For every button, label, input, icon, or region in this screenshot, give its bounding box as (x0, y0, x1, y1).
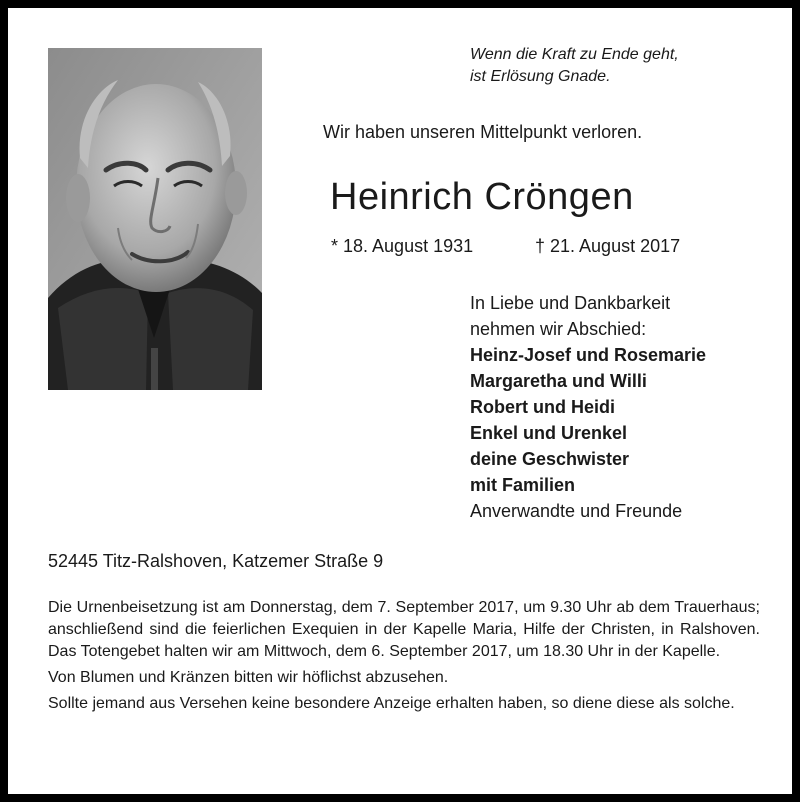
mourner-name: Margaretha und Willi (470, 371, 647, 391)
deceased-name: Heinrich Cröngen (330, 176, 634, 218)
mourner-name: Enkel und Urenkel (470, 423, 628, 443)
portrait-photo (48, 48, 262, 390)
motto-line: ist Erlösung Gnade. (470, 68, 611, 85)
funeral-details (48, 597, 760, 719)
mourners-list (470, 290, 800, 524)
mourner-name: Robert und Heidi (470, 397, 615, 417)
family-address: 52445 Titz-Ralshoven, Katzemer Straße 9 (48, 551, 384, 571)
motto-line: Wenn die Kraft zu Ende geht, (470, 46, 679, 63)
mourner-name: deine Geschwister (470, 449, 630, 469)
mourners-intro-line: In Liebe und Dankbarkeit (470, 293, 671, 313)
notice-disclaimer-paragraph: Sollte jemand aus Versehen keine besondere Anzeige erhalten haben, so diene diese als solche. (48, 695, 735, 712)
birth-date: * 18. August 1931 (331, 236, 474, 256)
portrait-image (48, 48, 262, 390)
death-date: † 21. August 2017 (535, 236, 681, 256)
mourner-name: mit Familien (470, 475, 576, 495)
flowers-request-paragraph: Von Blumen und Kränzen bitten wir höflichst abzusehen. (48, 669, 449, 686)
funeral-schedule-paragraph: Die Urnenbeisetzung ist am Donnerstag, dem 7. September 2017, um 9.30 Uhr ab dem Trauerhaus; anschließend sind die feierlichen Exequien in der Kapelle Maria, Hilfe der Christen, in Ralshoven. Das Totengebet halten wir am Mittwoch, dem 6. September 2017, um 18.30 Uhr in der Kapelle. (48, 599, 760, 660)
mourner-name: Heinz-Josef und Rosemarie (470, 345, 707, 365)
mourners-closing: Anverwandte und Freunde (470, 501, 683, 521)
motto-quote (470, 44, 770, 88)
mourners-intro-line: nehmen wir Abschied: (470, 319, 647, 339)
headline-text: Wir haben unseren Mittelpunkt verloren. (323, 122, 643, 142)
